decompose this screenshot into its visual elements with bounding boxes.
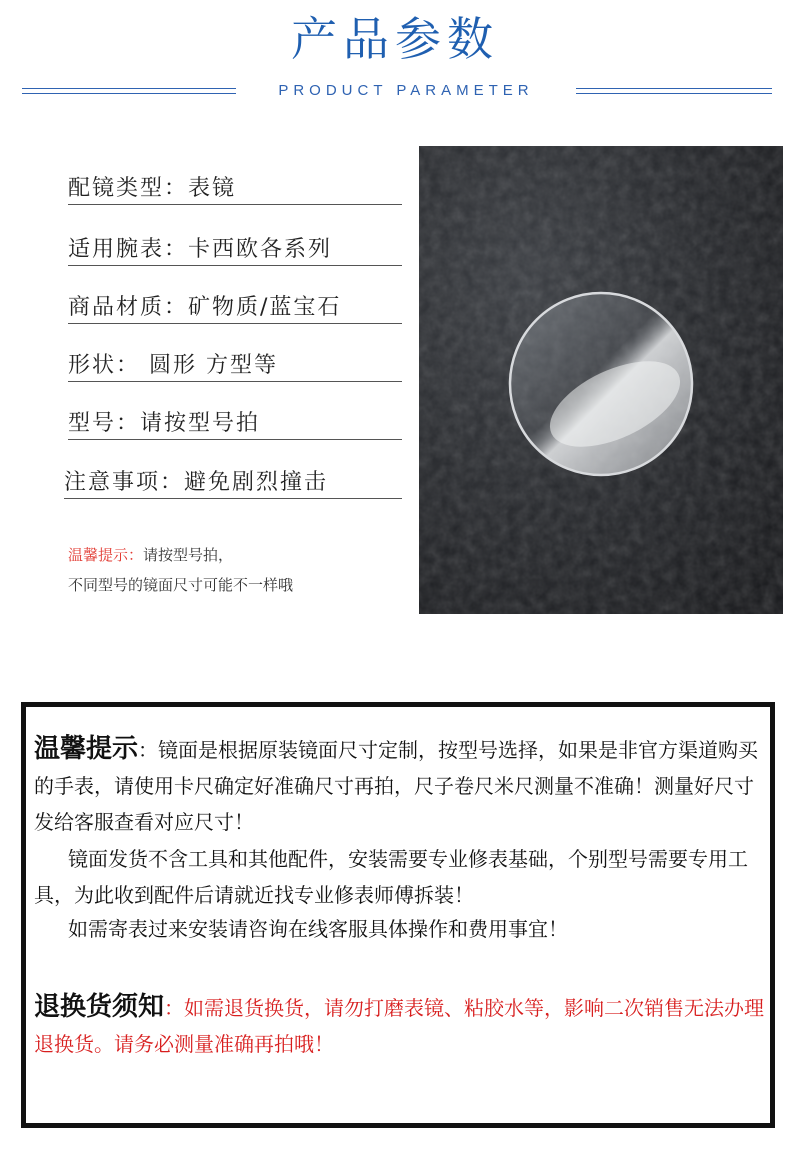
page-subtitle: PRODUCT PARAMETER [278,82,534,99]
spec-row-lens-type [68,168,402,205]
divider-right [576,88,772,94]
product-photo [419,146,783,614]
spec-text: 适用腕表：卡西欧各系列 [68,237,333,262]
notice-shipping-paragraph: 镜面发货不含工具和其他配件，安装需要专业修表基础，个别型号需要专用工具，为此收到配件后请就近找专业修表师傅拆装！ [34,847,748,907]
tip-block [68,540,293,600]
product-photo-svg [419,146,783,614]
notice-return-text: ：如需退货换货，请勿打磨表镜、粘胶水等，影响二次销售无法办理退换货。请务必测量准确再拍哦！ [34,996,765,1056]
tip-label: 温馨提示： [68,546,144,564]
spec-row-material [68,287,402,324]
notice-return-label: 退换货须知 [34,992,165,1022]
notice-box [21,702,775,1128]
spec-text: 商品材质：矿物质/蓝宝石 [68,295,342,320]
notice-warm-text: ：镜面是根据原装镜面尺寸定制，按型号选择，如果是非官方渠道购买的手表，请使用卡尺确定好准确尺寸再拍，尺子卷尺米尺测量不准确！测量好尺寸发给客服查看对应尺寸！ [34,738,759,834]
page-title: 产品参数 [291,12,499,66]
spec-row-model [68,403,402,440]
spec-text: 配镜类型：表镜 [68,176,237,201]
spec-text: 型号：请按型号拍 [68,411,261,436]
spec-text: 形状： 圆形 方型等 [68,353,278,378]
notice-warm-paragraph [34,731,764,840]
spec-row-compatible-watch [68,229,402,266]
divider-left [22,88,236,94]
notice-return-paragraph [34,989,764,1062]
spec-text: 注意事项：避免剧烈撞击 [64,470,329,495]
tip-line-1 [68,540,293,570]
notice-service-paragraph: 如需寄表过来安装请咨询在线客服具体操作和费用事宜！ [68,917,568,941]
tip-line-2: 不同型号的镜面尺寸可能不一样哦 [68,576,294,594]
notice-warm-label: 温馨提示 [34,734,139,764]
spec-row-caution [64,462,402,499]
spec-row-shape [68,345,402,382]
tip-text-1: 请按型号拍， [143,546,234,564]
